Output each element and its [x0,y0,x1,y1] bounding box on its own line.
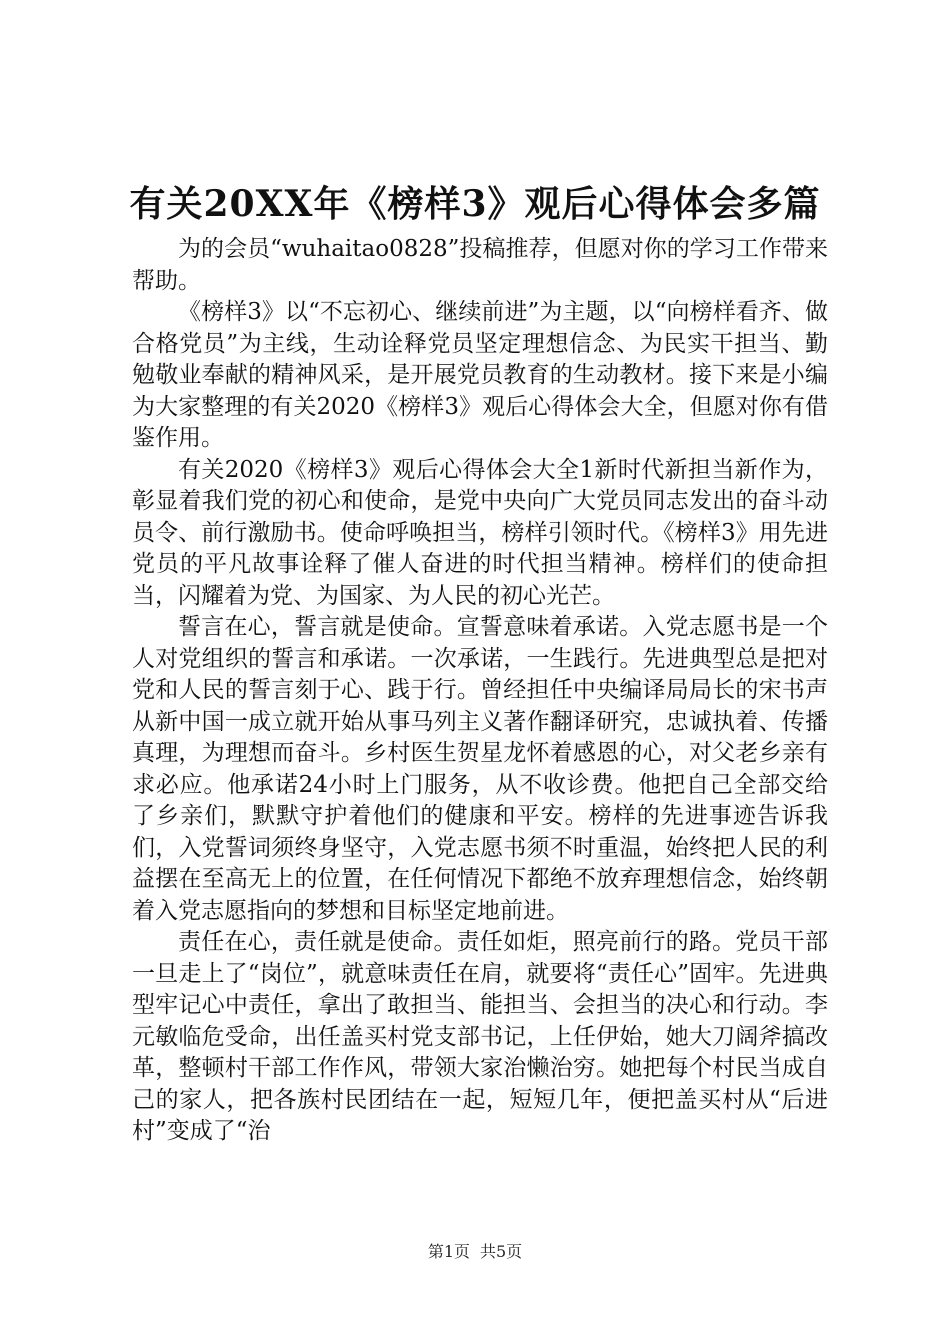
page-footer [0,1240,950,1264]
paragraph-oath: 誓言在心，誓言就是使命。宣誓意味着承诺。入党志愿书是一个人对党组织的誓言和承诺。一次承诺，一生践行。先进典型总是把对党和人民的誓言刻于心、践于行。曾经担任中央编译局局长的宋书声从新中国一成立就开始从事马列主义著作翻译研究，忠诚执着、传播真理，为理想而奋斗。乡村医生贺星龙怀着感恩的心，对父老乡亲有求必应。他承诺24小时上门服务，从不收诊费。他把自己全部交给了乡亲们，默默守护着他们的健康和平安。榜样的先进事迹告诉我们，入党誓词须终身坚守，入党志愿书须不时重温，始终把人民的利益摆在至高无上的位置，在任何情况下都绝不放弃理想信念，始终朝着入党志愿指向的梦想和目标坚定地前进。 [132,614,828,924]
document-title: 有关20XX年《榜样3》观后心得体会多篇 [129,183,821,225]
document-body [132,234,828,1148]
page-number: 第1页 [427,1242,470,1261]
page-total: 共5页 [480,1242,523,1261]
paragraph-essay-1: 有关2020《榜样3》观后心得体会大全1新时代新担当新作为，彰显着我们党的初心和使命，是党中央向广大党员同志发出的奋斗动员令、前行激励书。使命呼唤担当，榜样引领时代。《榜样3》用先进党员的平凡故事诠释了催人奋进的时代担当精神。榜样们的使命担当，闪耀着为党、为国家、为人民的初心光芒。 [132,456,828,609]
paragraph-theme: 《榜样3》以“不忘初心、继续前进”为主题，以“向榜样看齐、做合格党员”为主线，生动诠释党员坚定理想信念、为民实干担当、勤勉敬业奉献的精神风采，是开展党员教育的生动教材。接下来是小编为大家整理的有关2020《榜样3》观后心得体会大全，但愿对你有借鉴作用。 [132,299,828,451]
paragraph-intro: 为的会员“wuhaitao0828”投稿推荐，但愿对你的学习工作带来帮助。 [132,236,828,294]
paragraph-responsibility: 责任在心，责任就是使命。责任如炬，照亮前行的路。党员干部一旦走上了“岗位”，就意味责任在肩，就要将“责任心”固牢。先进典型牢记心中责任，拿出了敢担当、能担当、会担当的决心和行动。李元敏临危受命，出任盖买村党支部书记，上任伊始，她大刀阔斧搞改革，整顿村干部工作作风，带领大家治懒治穷。她把每个村民当成自己的家人，把各族村民团结在一起，短短几年，便把盖买村从“后进村”变成了“治 [132,929,828,1144]
